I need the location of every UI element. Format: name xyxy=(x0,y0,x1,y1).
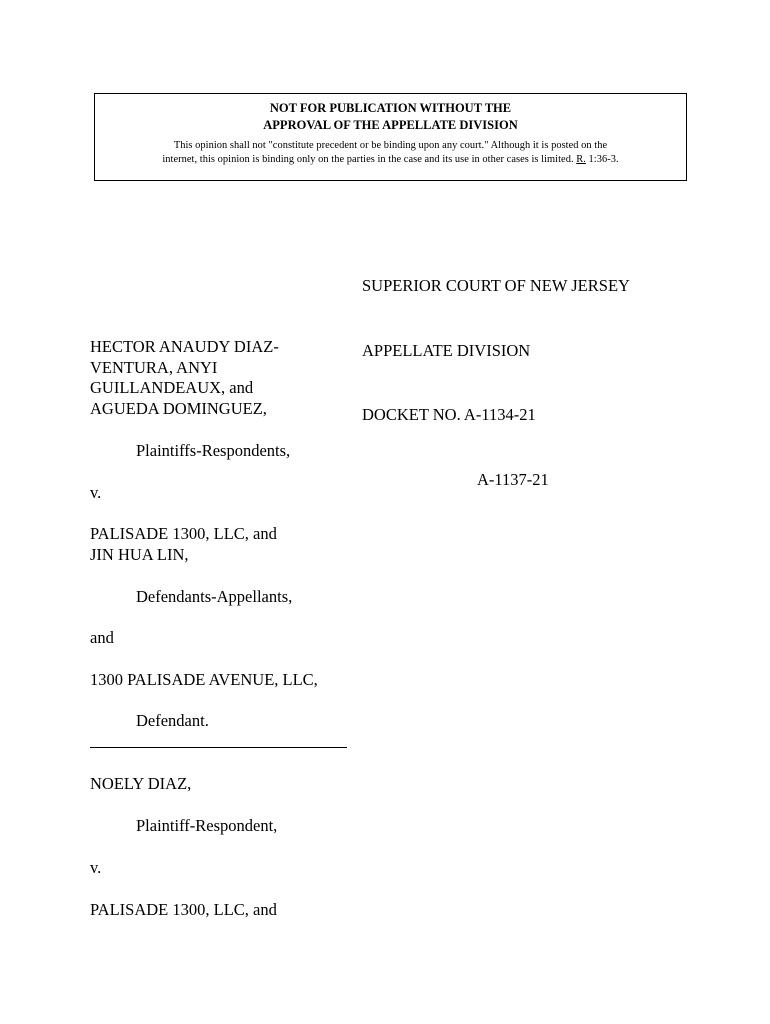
rule-reference: R. xyxy=(576,154,586,165)
court-division: APPELLATE DIVISION xyxy=(362,340,531,360)
court-block xyxy=(362,232,630,512)
notice-body xyxy=(95,139,686,167)
docket-number-2: A-1137-21 xyxy=(477,469,549,489)
additional-defendant: 1300 PALISADE AVENUE, LLC, xyxy=(90,670,318,689)
court-name: SUPERIOR COURT OF NEW JERSEY xyxy=(362,276,630,295)
notice-body-line2 xyxy=(95,153,686,167)
notice-heading-line2: APPROVAL OF THE APPELLATE DIVISION xyxy=(263,118,518,132)
docket-number-1: DOCKET NO. A-1134-21 xyxy=(362,405,536,424)
caption-separator xyxy=(90,747,347,748)
publication-notice-box xyxy=(94,93,687,181)
plaintiffs-line-4: AGUEDA DOMINGUEZ, xyxy=(90,398,267,418)
plaintiff-2-role: Plaintiff-Respondent, xyxy=(136,816,278,835)
defendants-line-2: JIN HUA LIN, xyxy=(90,544,189,564)
plaintiffs-line-3: GUILLANDEAUX, and xyxy=(90,378,254,397)
plaintiffs-role: Plaintiffs-Respondents, xyxy=(136,441,291,460)
notice-heading-line1: NOT FOR PUBLICATION WITHOUT THE xyxy=(269,101,512,115)
defendants-role: Defendants-Appellants, xyxy=(136,587,293,606)
defendant-role: Defendant. xyxy=(136,711,209,730)
plaintiffs-line-1: HECTOR ANAUDY DIAZ- xyxy=(90,337,279,356)
plaintiff-2-name: NOELY DIAZ, xyxy=(90,774,192,793)
notice-body-line1: This opinion shall not "constitute precedent or be binding upon any court." Although it is posted on the xyxy=(173,140,608,151)
versus-1: v. xyxy=(90,483,102,502)
defendants-line-1: PALISADE 1300, LLC, and xyxy=(90,524,277,543)
versus-2: v. xyxy=(90,858,102,877)
defendants-2-line-1: PALISADE 1300, LLC, and xyxy=(90,900,277,919)
and-connector: and xyxy=(90,628,114,647)
plaintiffs-line-2: VENTURA, ANYI xyxy=(90,357,218,377)
notice-body-line2-text: internet, this opinion is binding only on the parties in the case and its use in other cases is limited. xyxy=(162,154,577,165)
rule-number: 1:36-3. xyxy=(585,154,619,165)
